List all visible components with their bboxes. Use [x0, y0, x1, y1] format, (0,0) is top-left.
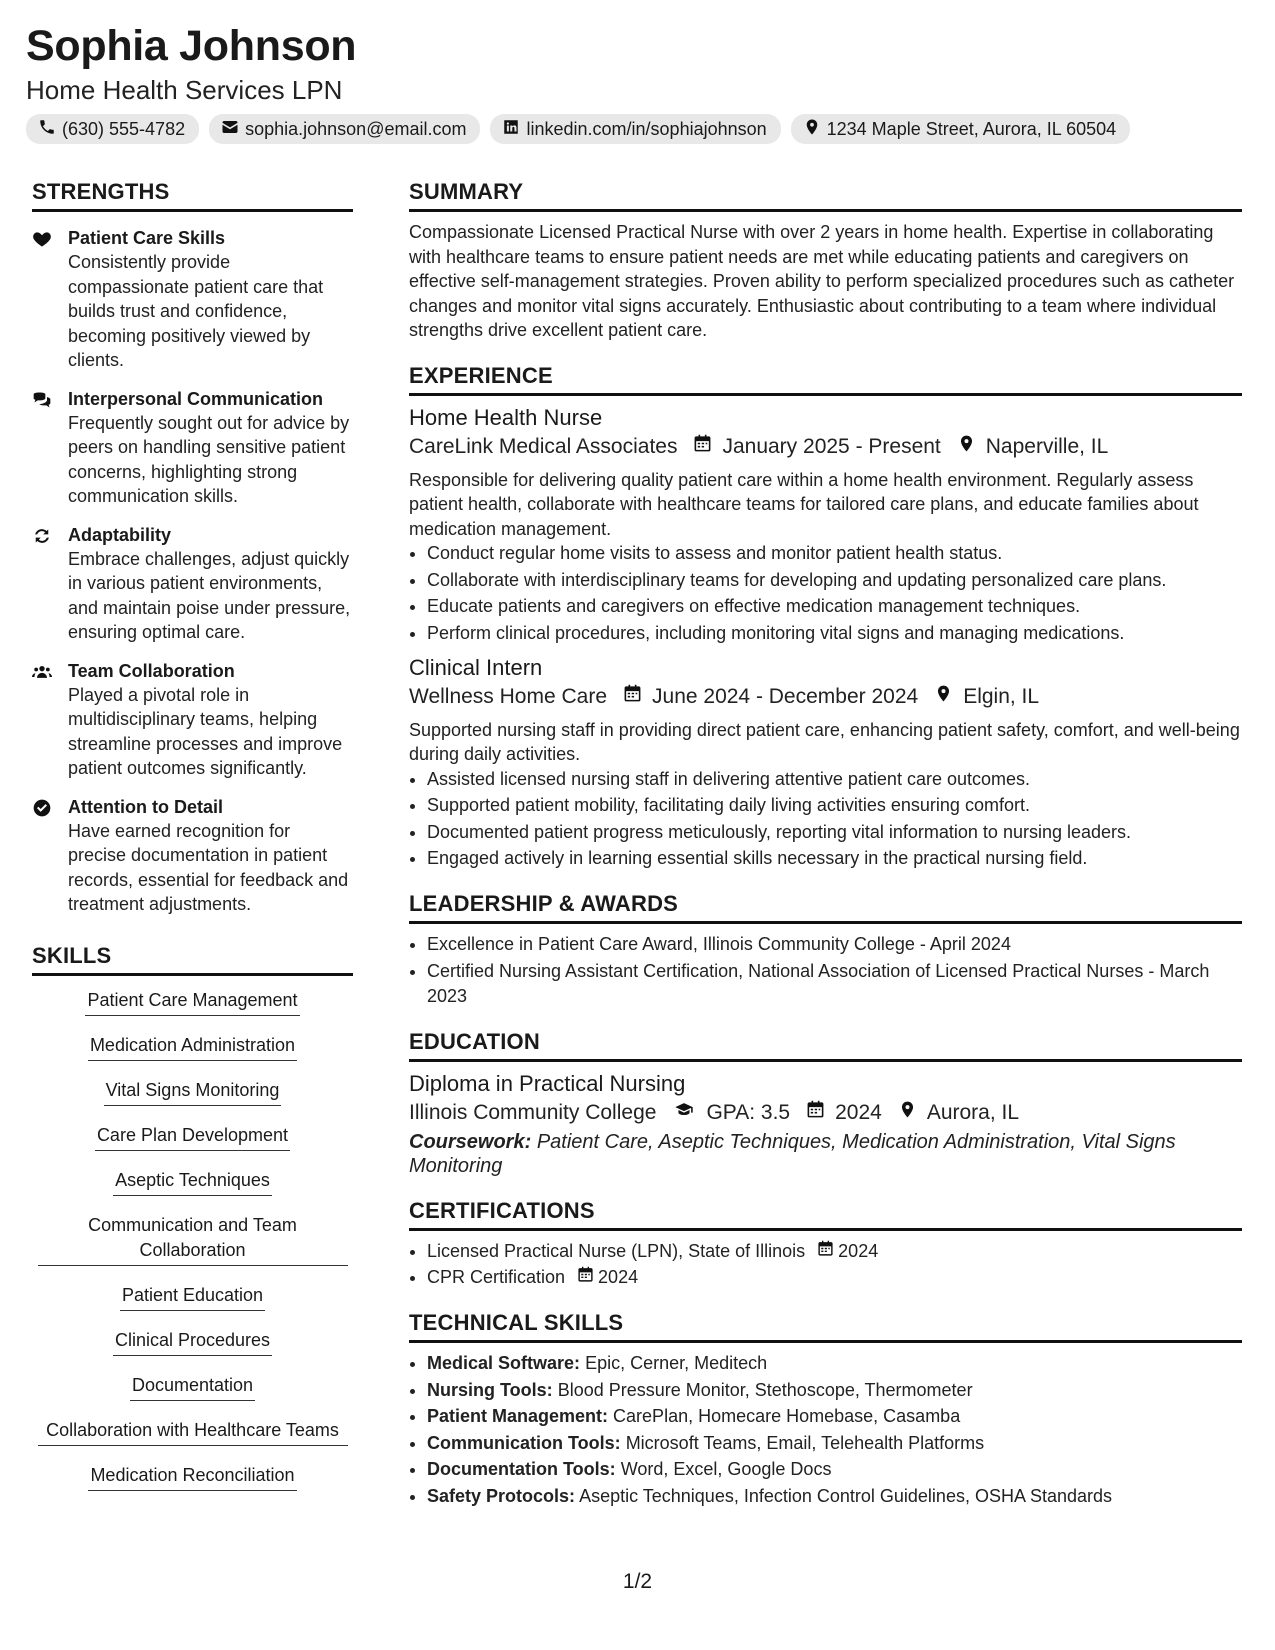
left-column	[32, 177, 353, 1508]
education-location: Aurora, IL	[926, 1100, 1020, 1124]
refresh-arrows-icon	[32, 523, 54, 645]
skill-item: Clinical Procedures	[113, 1328, 272, 1356]
calendar-icon	[677, 432, 722, 462]
heart-icon	[32, 226, 54, 373]
calendar-icon	[565, 1265, 598, 1290]
technical-skill-value: Aseptic Techniques, Infection Control Guidelines, OSHA Standards	[579, 1485, 1113, 1506]
degree: Diploma in Practical Nursing	[409, 1070, 686, 1096]
skill-item: Medication Reconciliation	[88, 1463, 296, 1491]
job-role: Home Health Nurse	[409, 404, 603, 430]
job-bullets	[409, 541, 1242, 646]
technical-skill-value: Epic, Cerner, Meditech	[585, 1353, 768, 1373]
resume-header	[26, 18, 1256, 144]
job-company: CareLink Medical Associates	[409, 434, 678, 458]
certification-item	[427, 1265, 1242, 1290]
job-bullet: • Perform clinical procedures, including monitoring vital signs and managing medications.	[427, 621, 1242, 646]
map-pin-icon	[941, 432, 986, 462]
map-pin-icon	[882, 1098, 927, 1128]
strength-desc: Embrace challenges, adjust quickly in various patient environments, and maintain poise under pressure, ensuring optimal care.	[68, 548, 351, 642]
coursework-label: Coursework:	[409, 1130, 532, 1153]
contact-bar	[26, 114, 1256, 144]
education-heading: EDUCATION	[409, 1027, 1242, 1062]
skill-item: Documentation	[130, 1373, 255, 1401]
skill-item: Collaboration with Healthcare Teams	[38, 1418, 348, 1446]
strength-item	[32, 226, 353, 373]
page-number: 1/2	[622, 1570, 653, 1593]
strength-title: Interpersonal Communication	[68, 388, 324, 409]
contact-email[interactable]	[209, 114, 480, 144]
address-text: 1234 Maple Street, Aurora, IL 60504	[826, 118, 1117, 139]
technical-skill-item	[427, 1378, 1242, 1403]
job-bullet: • Educate patients and caregivers on effective medication management techniques.	[427, 594, 1242, 619]
skill-item: Medication Administration	[88, 1033, 297, 1061]
skills-heading: SKILLS	[32, 941, 353, 976]
job-bullet: • Engaged actively in learning essential skills necessary in the practical nursing field.	[427, 846, 1242, 871]
skills-list	[32, 988, 353, 1508]
certification-year: 2024	[598, 1267, 639, 1287]
school-name: Illinois Community College	[409, 1100, 657, 1124]
certification-item	[427, 1239, 1242, 1264]
job-bullet: • Conduct regular home visits to assess and monitor patient health status.	[427, 541, 1242, 566]
envelope-icon	[221, 118, 239, 141]
award-item: • Certified Nursing Assistant Certification, National Association of Licensed Practical Nurses - March 2023	[427, 959, 1242, 1009]
technical-skill-label: Documentation Tools:	[427, 1459, 616, 1479]
skill-item: Patient Education	[120, 1283, 265, 1311]
contact-linkedin[interactable]	[490, 114, 780, 144]
map-pin-icon	[918, 682, 963, 712]
certification-year: 2024	[838, 1240, 879, 1261]
job-description: Supported nursing staff in providing direct patient care, enhancing patient safety, comfort, and well-being during daily activities.	[409, 719, 1240, 764]
strength-desc: Frequently sought out for advice by peers on handling sensitive patient concerns, highlighting strong communication skills.	[68, 412, 350, 506]
job-bullet: • Supported patient mobility, facilitating daily living activities ensuring comfort.	[427, 793, 1242, 818]
job-description: Responsible for delivering quality patient care within a home health environment. Regularly assess patient health, collaborate with healthcare teams for tailored care plans, and educate families about medication management.	[409, 469, 1199, 539]
check-circle-icon	[32, 795, 54, 917]
skill-item: Vital Signs Monitoring	[104, 1078, 282, 1106]
certification-name: • CPR Certification	[427, 1267, 566, 1287]
map-pin-icon	[803, 118, 821, 141]
strength-desc: Consistently provide compassionate patient care that builds trust and confidence, becoming positively viewed by clients.	[68, 252, 324, 370]
technical-skill-item	[427, 1404, 1242, 1429]
job-bullets	[409, 767, 1242, 872]
technical-skill-item	[427, 1351, 1242, 1376]
calendar-icon	[607, 682, 652, 712]
strength-item	[32, 659, 353, 781]
skill-item: Patient Care Management	[85, 988, 299, 1016]
graduation-cap-icon	[656, 1098, 706, 1128]
job-meta	[409, 682, 1242, 712]
job-bullet: • Assisted licensed nursing staff in delivering attentive patient care outcomes.	[427, 767, 1242, 792]
summary-heading: SUMMARY	[409, 177, 1242, 212]
strength-title: Adaptability	[68, 524, 172, 545]
education-meta	[409, 1098, 1242, 1128]
candidate-title: Home Health Services LPN	[26, 75, 343, 105]
strength-title: Patient Care Skills	[68, 228, 226, 248]
experience-heading: EXPERIENCE	[409, 361, 1242, 396]
technical-skill-value: Word, Excel, Google Docs	[620, 1459, 832, 1479]
technical-skill-value: Blood Pressure Monitor, Stethoscope, Thermometer	[557, 1379, 973, 1400]
job-bullet: • Documented patient progress meticulously, reporting vital information to nursing leaders.	[427, 820, 1242, 845]
awards-section	[409, 889, 1242, 1009]
technical-skill-item	[427, 1484, 1242, 1509]
phone-icon	[38, 118, 56, 141]
technical-skill-item	[427, 1457, 1242, 1482]
linkedin-icon	[502, 118, 520, 141]
strength-item	[32, 387, 353, 509]
email-text: sophia.johnson@email.com	[245, 118, 467, 139]
skill-item: Aseptic Techniques	[113, 1168, 272, 1196]
technical-skill-item	[427, 1431, 1242, 1456]
job-entry	[409, 654, 1242, 872]
calendar-icon	[790, 1098, 835, 1128]
education-section	[409, 1027, 1242, 1178]
job-bullet: • Collaborate with interdisciplinary teams for developing and updating personalized care plans.	[427, 568, 1242, 593]
technical-skills-heading: TECHNICAL SKILLS	[409, 1308, 1242, 1343]
strength-item	[32, 795, 353, 917]
skill-item: Care Plan Development	[95, 1123, 290, 1151]
technical-skill-label: Medical Software:	[427, 1353, 581, 1373]
experience-section	[409, 361, 1242, 872]
graduation-year: 2024	[835, 1100, 882, 1124]
awards-list	[409, 932, 1242, 1009]
linkedin-text: linkedin.com/in/sophiajohnson	[526, 118, 767, 139]
award-item: • Excellence in Patient Care Award, Illinois Community College - April 2024	[427, 932, 1242, 957]
technical-skills-list	[409, 1351, 1242, 1509]
technical-skill-value: Microsoft Teams, Email, Telehealth Platforms	[625, 1432, 985, 1453]
strengths-heading: STRENGTHS	[32, 177, 353, 212]
technical-skill-label: Patient Management:	[427, 1406, 609, 1426]
job-meta	[409, 432, 1242, 462]
certification-name: • Licensed Practical Nurse (LPN), State of Illinois	[427, 1240, 806, 1261]
job-company: Wellness Home Care	[409, 684, 608, 708]
technical-skills-section	[409, 1308, 1242, 1509]
coursework-list: Patient Care, Aseptic Techniques, Medication Administration, Vital Signs Monitoring	[409, 1130, 1176, 1177]
contact-address	[791, 114, 1131, 144]
chat-bubbles-icon	[32, 387, 54, 509]
coursework	[409, 1130, 1242, 1178]
strength-title: Team Collaboration	[68, 660, 235, 681]
calendar-icon	[805, 1239, 838, 1264]
technical-skill-label: Communication Tools:	[427, 1432, 621, 1453]
job-dates: June 2024 - December 2024	[652, 684, 919, 708]
summary-text: Compassionate Licensed Practical Nurse with over 2 years in home health. Expertise in collaborating with healthcare teams to ensure patient needs are met while educating patients and caregivers on effective self-management strategies. Proven ability to perform specialized procedures such as catheter changes and monitor vital signs accurately. Enthusiastic about contributing to a team where individual strengths drive excellent patient care.	[409, 222, 1235, 340]
job-location: Elgin, IL	[963, 684, 1040, 708]
contact-phone[interactable]	[26, 114, 199, 144]
strength-desc: Played a pivotal role in multidisciplinary teams, helping streamline processes and improve patient outcomes significantly.	[68, 684, 343, 778]
technical-skill-label: Nursing Tools:	[427, 1379, 553, 1400]
job-role: Clinical Intern	[409, 654, 543, 680]
job-entry	[409, 404, 1242, 646]
certifications-list	[409, 1239, 1242, 1291]
strength-desc: Have earned recognition for precise documentation in patient records, essential for feedback and treatment adjustments.	[68, 820, 349, 914]
technical-skill-value: CarePlan, Homecare Homebase, Casamba	[613, 1406, 961, 1426]
certifications-heading: CERTIFICATIONS	[409, 1196, 1242, 1231]
job-location: Naperville, IL	[985, 434, 1109, 458]
right-column	[409, 177, 1242, 1527]
users-icon	[32, 659, 54, 781]
skill-item: Communication and Team Collaboration	[38, 1213, 348, 1266]
technical-skill-label: Safety Protocols:	[427, 1485, 576, 1506]
job-dates: January 2025 - Present	[722, 434, 941, 458]
summary-section	[409, 177, 1242, 343]
strength-item	[32, 523, 353, 645]
candidate-name: Sophia Johnson	[26, 22, 357, 70]
strength-title: Attention to Detail	[68, 796, 223, 817]
phone-text: (630) 555-4782	[62, 118, 186, 139]
certifications-section	[409, 1196, 1242, 1291]
awards-heading: LEADERSHIP & AWARDS	[409, 889, 1242, 924]
gpa: GPA: 3.5	[706, 1100, 791, 1124]
